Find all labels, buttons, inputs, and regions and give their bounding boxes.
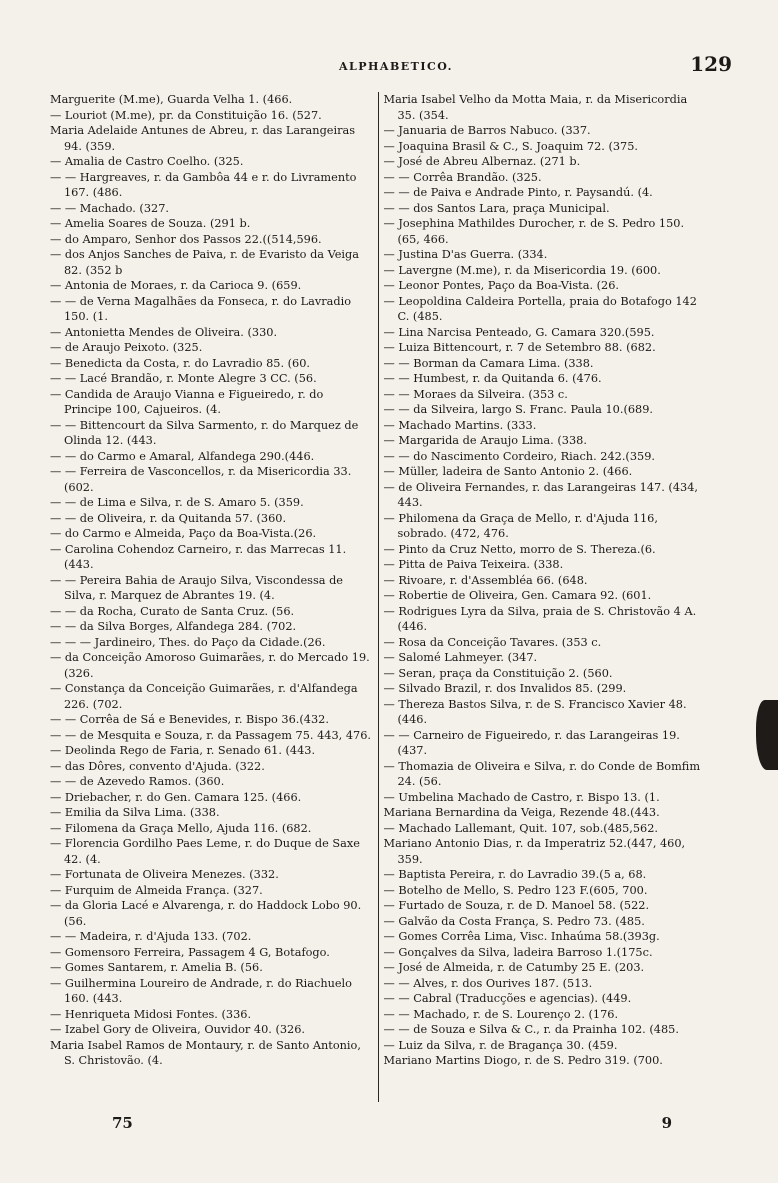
directory-entry: — Rodrigues Lyra da Silva, praia de S. Christovão 4 A. (446. bbox=[383, 604, 697, 633]
directory-entry: — Silvado Brazil, r. dos Invalidos 85. (299. bbox=[383, 682, 627, 695]
directory-entry: — Seran, praça da Constituição 2. (560. bbox=[383, 666, 613, 680]
page-edge-mark bbox=[756, 700, 778, 770]
directory-entry: — — da Silveira, largo S. Franc. Paula 10.(689. bbox=[383, 403, 654, 416]
directory-entry: — José de Abreu Albernaz. (271 b. bbox=[383, 155, 581, 168]
directory-entry: — Louriot (M.me), pr. da Constituição 16. (527. bbox=[50, 108, 322, 122]
directory-entry: — — da Silva Borges, Alfandega 284. (702. bbox=[50, 620, 297, 633]
directory-entry: — — de Azevedo Ramos. (360. bbox=[50, 775, 225, 788]
directory-entry: Mariano Antonio Dias, r. da Imperatriz 52.(447, 460, 359. bbox=[383, 837, 686, 866]
directory-entry: — Joaquina Brasil & C., S. Joaquim 72. (375. bbox=[383, 139, 639, 153]
directory-entry: — das Dôres, convento d'Ajuda. (322. bbox=[50, 759, 265, 773]
directory-entry: Mariano Martins Diogo, r. de S. Pedro 319. (700. bbox=[383, 1054, 663, 1067]
directory-entry: — Pitta de Paiva Teixeira. (338. bbox=[383, 558, 564, 571]
directory-entry: — — Machado. (327. bbox=[50, 201, 169, 215]
directory-entry: — Januaria de Barros Nabuco. (337. bbox=[383, 124, 591, 137]
directory-entry: — — Humbest, r. da Quitanda 6. (476. bbox=[383, 372, 602, 385]
directory-entry: Maria Adelaide Antunes de Abreu, r. das Larangeiras 94. (359. bbox=[50, 124, 356, 153]
directory-entry: Marguerite (M.me), Guarda Velha 1. (466. bbox=[50, 93, 293, 106]
directory-entry: — — Carneiro de Figueiredo, r. das Larangeiras 19. (437. bbox=[383, 728, 680, 757]
directory-entry: Mariana Bernardina da Veiga, Rezende 48.(443. bbox=[383, 806, 660, 819]
directory-entry: — — Alves, r. dos Ourives 187. (513. bbox=[383, 976, 593, 990]
directory-entry: — — de Souza e Silva & C., r. da Prainha 102. (485. bbox=[383, 1023, 679, 1036]
directory-entry: — Furtado de Souza, r. de D. Manoel 58. (522. bbox=[383, 899, 650, 912]
directory-entry: — — de Lima e Silva, r. de S. Amaro 5. (359. bbox=[50, 496, 304, 509]
directory-entry: — do Carmo e Almeida, Paço da Boa-Vista.(26. bbox=[50, 527, 317, 540]
directory-entry: — Lavergne (M.me), r. da Misericordia 19. (600. bbox=[383, 263, 661, 277]
directory-entry: Maria Isabel Ramos de Montaury, r. de Santo Antonio, S. Christovão. (4. bbox=[50, 1038, 361, 1067]
directory-entry: — — dos Santos Lara, praça Municipal. bbox=[383, 201, 610, 215]
page-header bbox=[60, 52, 732, 78]
directory-entry: — Thereza Bastos Silva, r. de S. Francisco Xavier 48. (446. bbox=[383, 697, 687, 726]
directory-entry: — Gonçalves da Silva, ladeira Barroso 1.(175c. bbox=[383, 945, 653, 959]
directory-entry: — — — Jardineiro, Thes. do Paço da Cidade.(26. bbox=[50, 635, 326, 649]
right-column bbox=[379, 92, 708, 1102]
directory-entry: — Fortunata de Oliveira Menezes. (332. bbox=[50, 868, 279, 881]
directory-entry: — — Corrêa Brandão. (325. bbox=[383, 170, 542, 184]
directory-entry: — Carolina Cohendoz Carneiro, r. das Marrecas 11. (443. bbox=[50, 542, 347, 571]
directory-entry: — — Moraes da Silveira. (353 c. bbox=[383, 387, 568, 401]
directory-entry: — Izabel Gory de Oliveira, Ouvidor 40. (326. bbox=[50, 1023, 306, 1036]
footer-number: 9 bbox=[661, 1114, 672, 1132]
directory-entry: — Rivoare, r. d'Assembléa 66. (648. bbox=[383, 573, 588, 587]
directory-entry: — — Madeira, r. d'Ajuda 133. (702. bbox=[50, 930, 252, 943]
signature-mark: 75 bbox=[112, 1114, 133, 1132]
directory-entry: — Rosa da Conceição Tavares. (353 c. bbox=[383, 635, 602, 649]
directory-entry: — Furquim de Almeida França. (327. bbox=[50, 883, 263, 897]
directory-entry: — Leonor Pontes, Paço da Boa-Vista. (26. bbox=[383, 279, 620, 292]
left-column bbox=[50, 92, 379, 1102]
directory-entry: — Pinto da Cruz Netto, morro de S. Thereza.(6. bbox=[383, 542, 656, 556]
directory-entry: — Gomes Corrêa Lima, Visc. Inhaúma 58.(393g. bbox=[383, 930, 660, 943]
directory-entry: — — Ferreira de Vasconcellos, r. da Misericordia 33. (602. bbox=[50, 465, 352, 494]
directory-entry: Maria Isabel Velho da Motta Maia, r. da Misericordia 35. (354. bbox=[383, 93, 688, 122]
directory-entry: — de Oliveira Fernandes, r. das Larangeiras 147. (434, 443. bbox=[383, 480, 698, 509]
directory-entry: — Gomes Santarem, r. Amelia B. (56. bbox=[50, 961, 263, 974]
page-number: 129 bbox=[690, 52, 732, 76]
directory-columns bbox=[50, 92, 707, 1102]
directory-entry: — Machado Lallemant, Quit. 107, sob.(485,562. bbox=[383, 821, 658, 835]
directory-entry: — — de Oliveira, r. da Quitanda 57. (360. bbox=[50, 511, 287, 525]
directory-entry: — Driebacher, r. do Gen. Camara 125. (466. bbox=[50, 790, 302, 804]
directory-entry: — Amelia Soares de Souza. (291 b. bbox=[50, 217, 251, 230]
directory-entry: — Justina D'as Guerra. (334. bbox=[383, 248, 548, 261]
directory-entry: — Thomazia de Oliveira e Silva, r. do Conde de Bomfim 24. (56. bbox=[383, 759, 701, 788]
directory-entry: — — Hargreaves, r. da Gambôa 44 e r. do Livramento 167. (486. bbox=[50, 170, 357, 199]
directory-entry: — Müller, ladeira de Santo Antonio 2. (466. bbox=[383, 465, 633, 478]
page-title: ALPHABETICO. bbox=[338, 60, 453, 73]
directory-entry: — — do Nascimento Cordeiro, Riach. 242.(359. bbox=[383, 449, 655, 463]
directory-entry: — José de Almeida, r. de Catumby 25 E. (203. bbox=[383, 961, 645, 974]
directory-entry: — Lina Narcisa Penteado, G. Camara 320.(595. bbox=[383, 325, 655, 339]
directory-entry: — Margarida de Araujo Lima. (338. bbox=[383, 434, 587, 447]
directory-entry: — Salomé Lahmeyer. (347. bbox=[383, 651, 538, 664]
directory-entry: — Filomena da Graça Mello, Ajuda 116. (682. bbox=[50, 821, 312, 835]
directory-entry: — da Conceição Amoroso Guimarães, r. do Mercado 19. (326. bbox=[50, 651, 370, 680]
directory-entry: — Baptista Pereira, r. do Lavradio 39.(5 a, 68. bbox=[383, 868, 647, 881]
directory-entry: — Galvão da Costa França, S. Pedro 73. (485. bbox=[383, 914, 645, 928]
directory-entry: — Machado Martins. (333. bbox=[383, 418, 537, 432]
directory-entry: — Benedicta da Costa, r. do Lavradio 85. (60. bbox=[50, 356, 311, 370]
directory-entry: — Florencia Gordilho Paes Leme, r. do Duque de Saxe 42. (4. bbox=[50, 837, 360, 866]
directory-entry: — Guilhermina Loureiro de Andrade, r. do Riachuelo 160. (443. bbox=[50, 976, 352, 1005]
directory-entry: — — Borman da Camara Lima. (338. bbox=[383, 356, 594, 370]
directory-entry: — Antonietta Mendes de Oliveira. (330. bbox=[50, 325, 278, 339]
directory-entry: — — Corrêa de Sá e Benevides, r. Bispo 36.(432. bbox=[50, 713, 329, 726]
directory-entry: — Constança da Conceição Guimarães, r. d'Alfandega 226. (702. bbox=[50, 682, 358, 711]
directory-entry: — — Pereira Bahia de Araujo Silva, Viscondessa de Silva, r. Marquez de Abrantes 19. (4. bbox=[50, 573, 343, 602]
directory-entry: — — Lacé Brandão, r. Monte Alegre 3 CC. (56. bbox=[50, 372, 317, 385]
directory-entry: — Leopoldina Caldeira Portella, praia do Botafogo 142 C. (485. bbox=[383, 294, 697, 323]
directory-entry: — Candida de Araujo Vianna e Figueiredo, r. do Principe 100, Cajueiros. (4. bbox=[50, 387, 324, 416]
directory-entry: — — do Carmo e Amaral, Alfandega 290.(446. bbox=[50, 449, 315, 463]
directory-entry: — — Machado, r. de S. Lourenço 2. (176. bbox=[383, 1007, 619, 1021]
directory-entry: — da Gloria Lacé e Alvarenga, r. do Haddock Lobo 90. (56. bbox=[50, 899, 362, 928]
directory-entry: — de Araujo Peixoto. (325. bbox=[50, 341, 203, 354]
directory-entry: — Josephina Mathildes Durocher, r. de S. Pedro 150. (65, 466. bbox=[383, 217, 685, 246]
directory-entry: — dos Anjos Sanches de Paiva, r. de Evaristo da Veiga 82. (352 b bbox=[50, 248, 360, 277]
directory-entry: — — da Rocha, Curato de Santa Cruz. (56. bbox=[50, 604, 295, 618]
directory-entry: — Gomensoro Ferreira, Passagem 4 G, Botafogo. bbox=[50, 945, 330, 959]
directory-entry: — — Cabral (Traducções e agencias). (449. bbox=[383, 992, 632, 1005]
directory-entry: — Philomena da Graça de Mello, r. d'Ajuda 116, sobrado. (472, 476. bbox=[383, 511, 658, 540]
directory-entry: — — de Mesquita e Souza, r. da Passagem 75. 443, 476. bbox=[50, 728, 372, 742]
directory-entry: — — Bittencourt da Silva Sarmento, r. do Marquez de Olinda 12. (443. bbox=[50, 418, 359, 447]
directory-entry: — Luiza Bittencourt, r. 7 de Setembro 88. (682. bbox=[383, 341, 656, 354]
directory-entry: — Emilia da Silva Lima. (338. bbox=[50, 806, 220, 819]
directory-entry: — — de Paiva e Andrade Pinto, r. Paysandú. (4. bbox=[383, 186, 653, 199]
directory-entry: — Botelho de Mello, S. Pedro 123 F.(605, 700. bbox=[383, 883, 648, 897]
directory-entry: — do Amparo, Senhor dos Passos 22.((514,596. bbox=[50, 232, 322, 246]
directory-entry: — — de Verna Magalhães da Fonseca, r. do Lavradio 150. (1. bbox=[50, 294, 352, 323]
directory-entry: — Deolinda Rego de Faria, r. Senado 61. (443. bbox=[50, 744, 316, 757]
directory-entry: — Antonia de Moraes, r. da Carioca 9. (659. bbox=[50, 279, 302, 292]
directory-entry: — Henriqueta Midosi Fontes. (336. bbox=[50, 1007, 252, 1021]
directory-entry: — Luiz da Silva, r. de Bragança 30. (459. bbox=[383, 1038, 618, 1052]
directory-entry: — Robertie de Oliveira, Gen. Camara 92. (601. bbox=[383, 589, 652, 602]
directory-entry: — Amalia de Castro Coelho. (325. bbox=[50, 155, 244, 168]
directory-entry: — Umbelina Machado de Castro, r. Bispo 13. (1. bbox=[383, 790, 660, 804]
